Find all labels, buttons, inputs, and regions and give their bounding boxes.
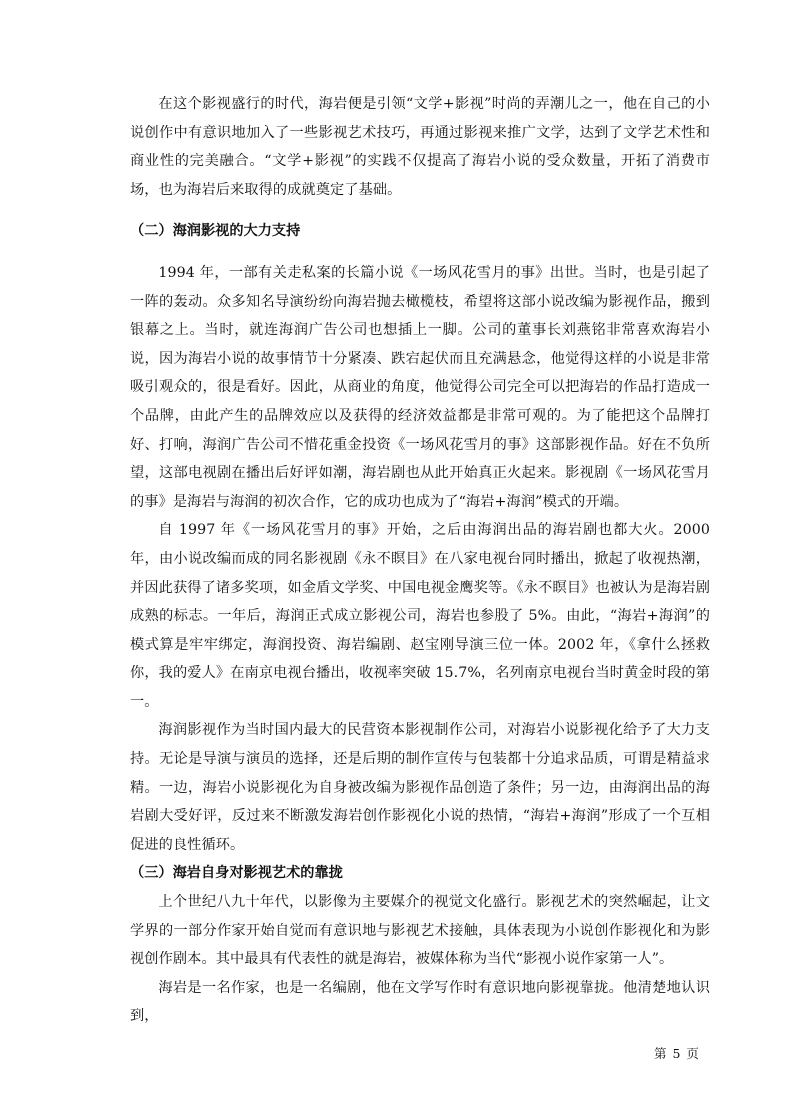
body-paragraph: 海岩是一名作家，也是一名编剧，他在文学写作时有意识地向影视靠拢。他清楚地认识到， [130, 979, 710, 1025]
document-page [130, 90, 710, 1031]
body-paragraph: 海润影视作为当时国内最大的民营资本影视制作公司，对海岩小说影视化给予了大力支持。无论是导演与演员的选择，还是后期的制作宣传与包装都十分追求品质，可谓是精益求精。一边，海岩小说影视化为自身被改编为影视作品创造了条件；另一边，由海润出品的海岩剧大受好评，反过来不断激发海岩创作影视化小说的热情，“海岩+海润”形成了一个互相促进的良性循环。 [130, 722, 710, 853]
body-paragraph: 1994 年，一部有关走私案的长篇小说《一场风花雪月的事》出世。当时，也是引起了一阵的轰动。众多知名导演纷纷向海岩抛去橄榄枝，希望将这部小说改编为影视作品，搬到银幕之上。当时，就连海润广告公司也想插上一脚。公司的董事长刘燕铭非常喜欢海岩小说，因为海岩小说的故事情节十分紧凑、跌宕起伏而且充满悬念，他觉得这样的小说是非常吸引观众的，很是看好。因此，从商业的角度，他觉得公司完全可以把海岩的作品打造成一个品牌，由此产生的品牌效应以及获得的经济效益都是非常可观的。为了能把这个品牌打好、打响，海润广告公司不惜花重金投资《一场风花雪月的事》这部影视作品。好在不负所望，这部电视剧在播出后好评如潮，海岩剧也从此开始真正火起来。影视剧《一场风花雪月的事》是海岩与海润的初次合作，它的成功也成为了“海岩+海润”模式的开端。 [130, 264, 710, 510]
body-paragraph: 自 1997 年《一场风花雪月的事》开始，之后由海润出品的海岩剧也都大火。2000 年，由小说改编而成的同名影视剧《永不瞑目》在八家电视台同时播出，掀起了收视热潮，并因此获得了诸多奖项，如金盾文学奖、中国电视金鹰奖等。《永不瞑目》也被认为是海岩剧成熟的标志。一年后，海润正式成立影视公司，海岩也参股了 5%。由此，“海岩+海润”的模式算是牢牢绑定，海润投资、海岩编剧、赵宝刚导演三位一体。2002 年，《拿什么拯救你，我的爱人》在南京电视台播出，收视率突破 15.7%，名列南京电视台当时黄金时段的第一。 [130, 522, 710, 710]
body-paragraph: 在这个影视盛行的时代，海岩便是引领“文学+影视”时尚的弄潮儿之一，他在自己的小说创作中有意识地加入了一些影视艺术技巧，再通过影视来推广文学，达到了文学艺术性和商业性的完美融合。“文学+影视”的实践不仅提高了海岩小说的受众数量，开拓了消费市场，也为海岩后来取得的成就奠定了基础。 [130, 96, 710, 198]
body-paragraph: 上个世纪八九十年代，以影像为主要媒介的视觉文化盛行。影视艺术的突然崛起，让文学界的一部分作家开始自觉而有意识地与影视艺术接触，具体表现为小说创作影视化和为影视创作剧本。其中最具有代表性的就是海岩，被媒体称为当代“影视小说作家第一人”。 [130, 894, 710, 968]
section-heading: （三）海岩自身对影视艺术的靠拢 [130, 865, 343, 882]
section-heading: （二）海润影视的大力支持 [130, 223, 301, 240]
page-number: 第 5 页 [654, 1046, 700, 1061]
